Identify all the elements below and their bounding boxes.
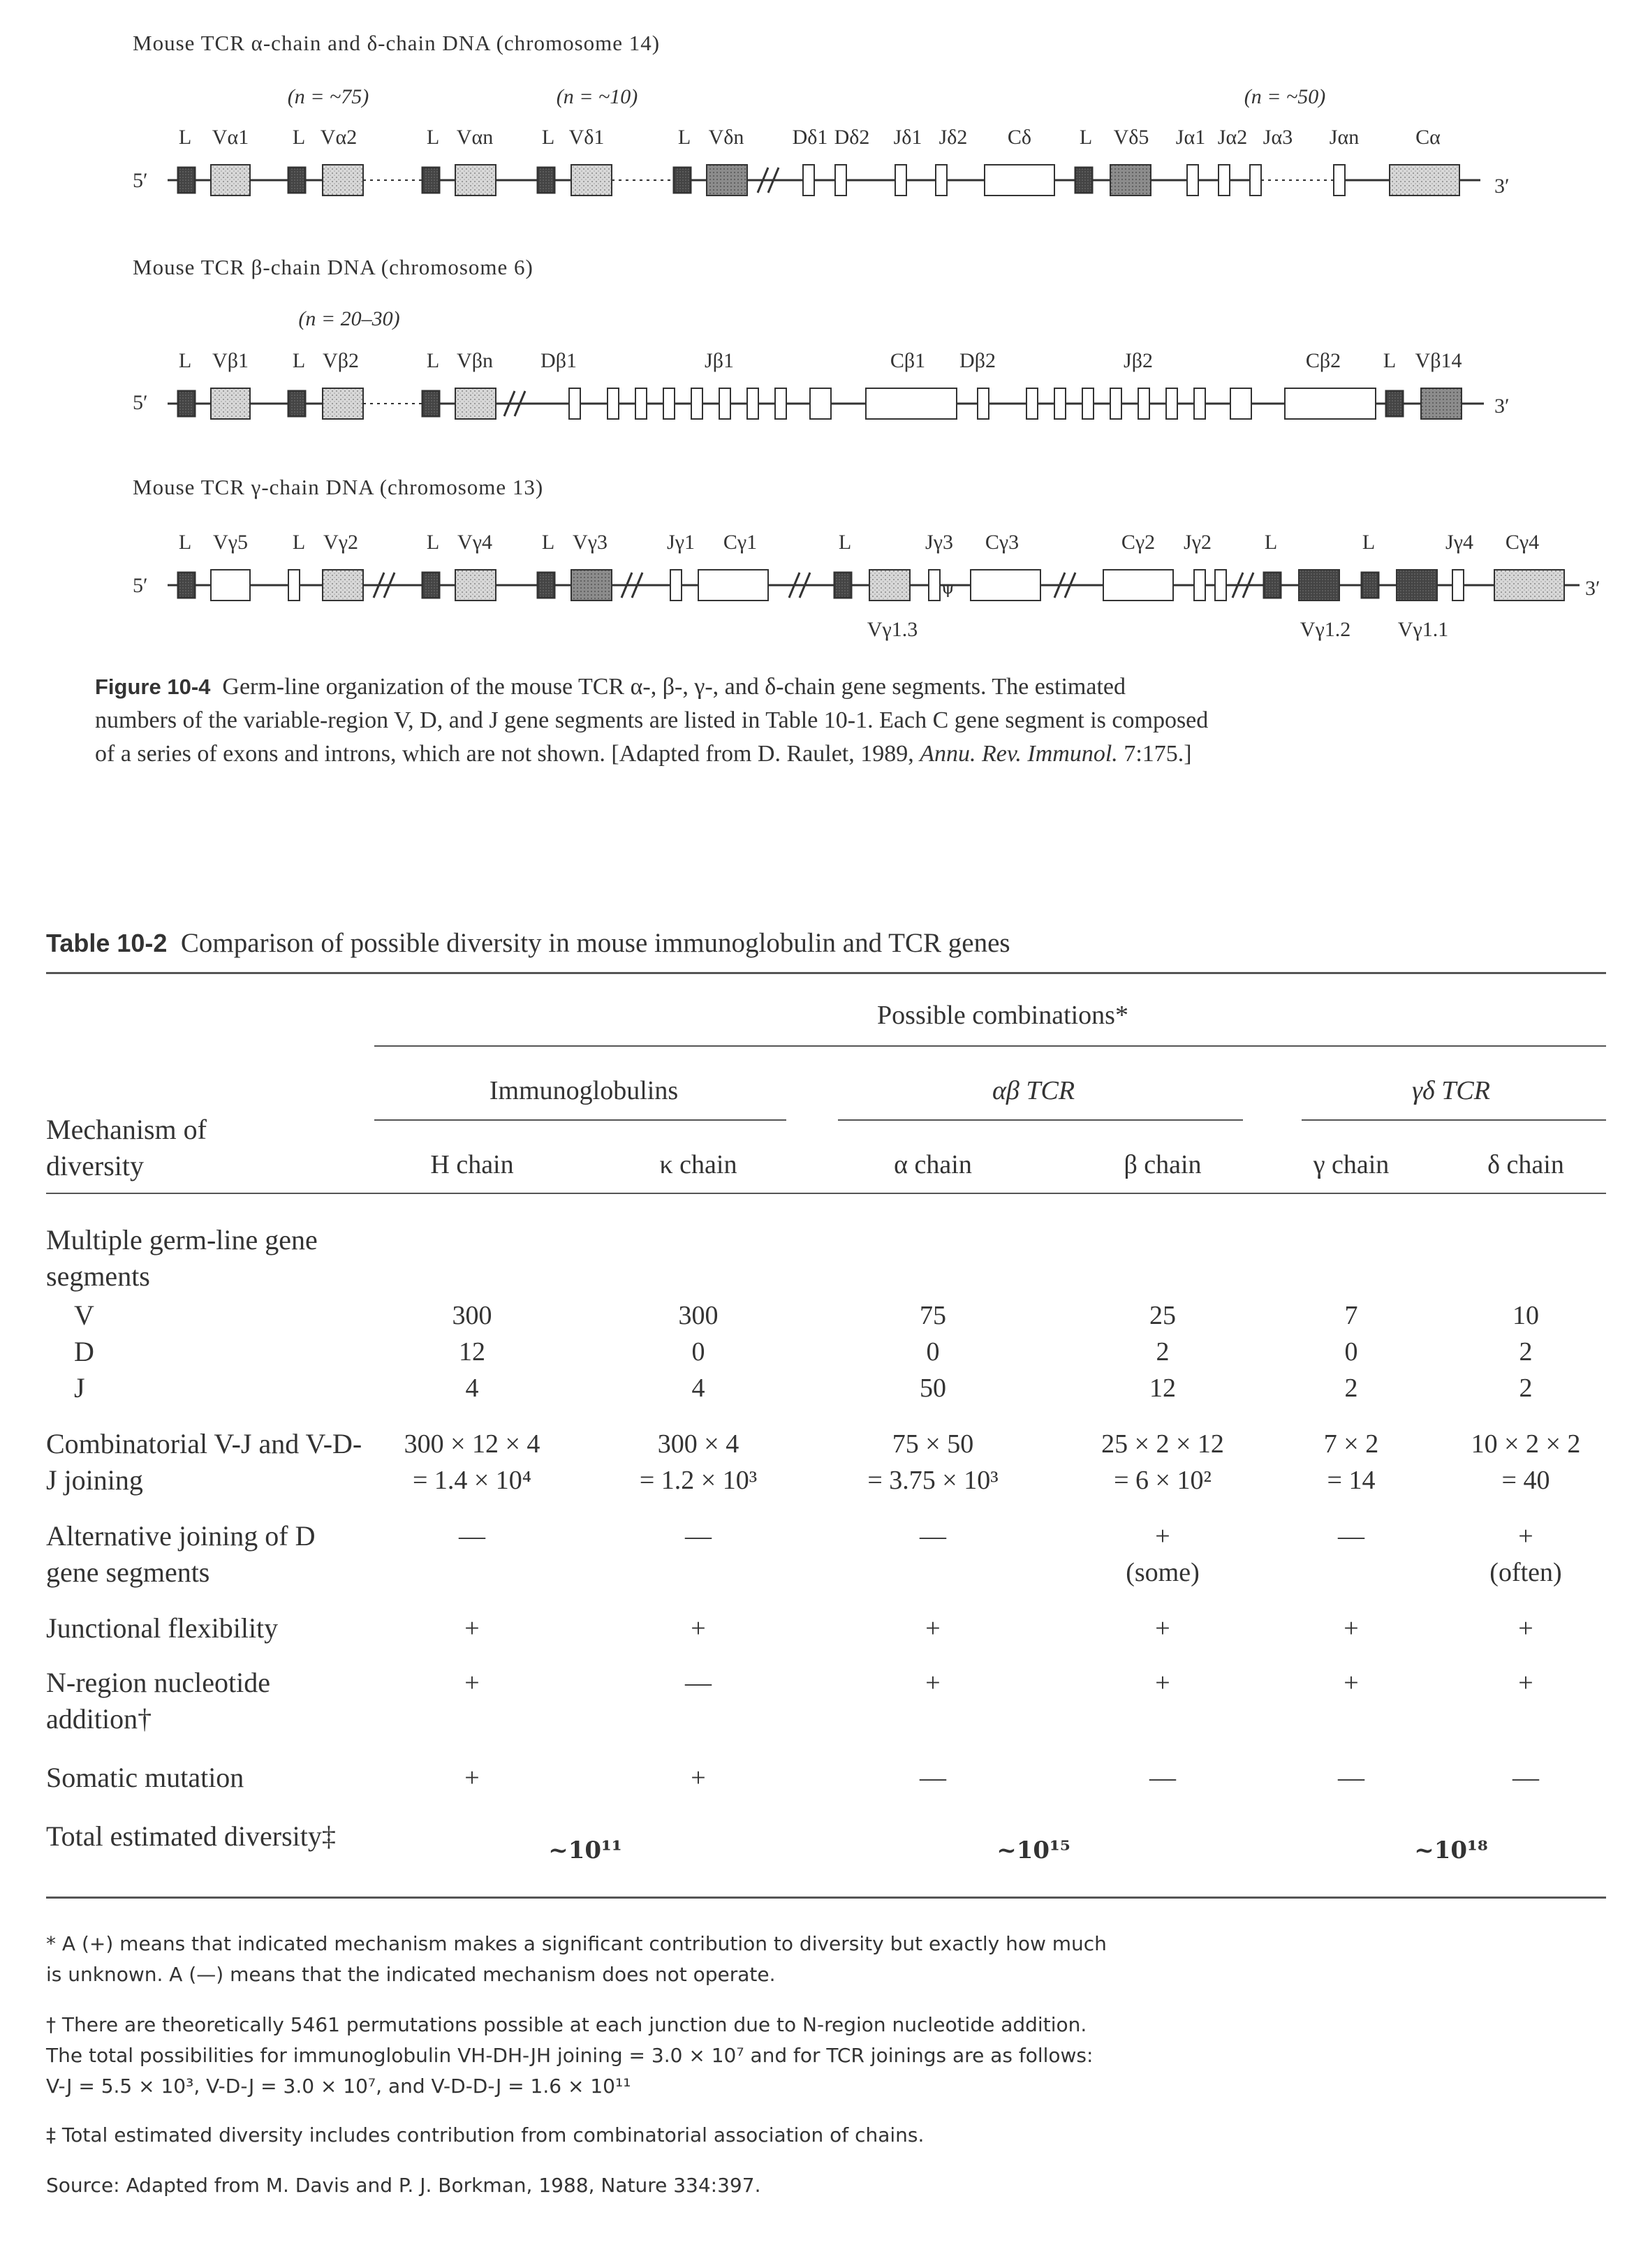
alpha-delta-map <box>168 165 1480 196</box>
table-cell: 12 <box>459 1337 485 1367</box>
table-cell: 10 × 2 × 2 = 40 <box>1471 1429 1581 1495</box>
table-cell: + <box>1155 1614 1170 1643</box>
row-label: Total estimated diversity‡ <box>46 1820 336 1852</box>
table-cell: + <box>925 1614 941 1643</box>
row-label: V <box>74 1299 94 1331</box>
caption-journal: Annu. Rev. Immunol. <box>920 741 1118 767</box>
table-cell: — <box>1338 1763 1364 1792</box>
seg-label: Jγ4 <box>1445 531 1473 554</box>
row-label: Combinatorial V-J and V-D-J joining <box>46 1428 362 1496</box>
seg-label: Jβ1 <box>705 349 734 372</box>
rule-spanner <box>374 1045 1606 1047</box>
seg-label: Jβ2 <box>1124 349 1153 372</box>
seg-label: L <box>1362 531 1376 554</box>
seg-label: L <box>292 126 306 149</box>
row-label: Multiple germ-line gene segments <box>46 1224 318 1292</box>
table-cell: + <box>1155 1668 1170 1698</box>
seg-label: Jδ1 <box>893 126 922 149</box>
seg-label: Cγ2 <box>1121 531 1156 554</box>
seg-label: Vα1 <box>212 126 249 149</box>
seg-label: Jδ2 <box>939 126 968 149</box>
row-label: N-region nucleotide addition† <box>46 1667 270 1735</box>
seg-label: Dβ1 <box>540 349 577 372</box>
table-cell: 4 <box>465 1374 479 1403</box>
table-cell: — <box>1149 1763 1176 1792</box>
seg-label: Jα3 <box>1263 126 1293 149</box>
seg-label: Cγ3 <box>985 531 1020 554</box>
seg-label: Cα <box>1415 126 1441 149</box>
table-cell: + (often) <box>1489 1522 1562 1587</box>
n-label-vbeta: (n = 20–30) <box>298 307 400 330</box>
table-cell: 75 × 50 = 3.75 × 10³ <box>867 1429 999 1495</box>
group-header-gd: γδ TCR <box>1412 1076 1490 1105</box>
gamma-title: Mouse TCR γ-chain DNA (chromosome 13) <box>133 475 544 499</box>
vgamma-sub-label: Vγ1.2 <box>1300 618 1351 641</box>
seg-label: Vβn <box>457 349 493 372</box>
table-cell: + <box>691 1763 706 1792</box>
seg-label: Vβ14 <box>1415 349 1462 372</box>
table-cell: + <box>1518 1668 1533 1698</box>
seg-label: Vα2 <box>320 126 358 149</box>
table-cell: 25 <box>1149 1301 1176 1330</box>
row-label: D <box>74 1336 94 1367</box>
table-cell: — <box>1512 1763 1539 1792</box>
n-label-jalpha: (n = ~50) <box>1244 85 1326 108</box>
seg-label: Cβ1 <box>890 349 926 372</box>
rule-group-gd <box>1302 1119 1606 1121</box>
beta-title: Mouse TCR β-chain DNA (chromosome 6) <box>133 255 533 279</box>
footnote: † There are theoretically 5461 permutations possible at each junction due to N-region nucleotide addition. The total possibilities for immunoglobulin VH-DH-JH joining = 3.0 × 10⁷ and for TCR joinings are as follows: V-J = 5.5 × 10³, V-D-J = 3.0 × 10⁷, and V-D-D-J = 1.6 × 10¹¹ <box>46 2013 1094 2098</box>
col-header: α chain <box>894 1150 972 1179</box>
seg-label: Vγ2 <box>323 531 358 554</box>
total-ab: ~10¹⁵ <box>996 1836 1070 1864</box>
seg-label: Vδ5 <box>1113 126 1149 149</box>
seg-label: L <box>1079 126 1093 149</box>
table-title <box>46 927 1010 959</box>
n-label-vdelta: (n = ~10) <box>556 85 638 108</box>
seg-label: L <box>1264 531 1278 554</box>
table-cell: 300 <box>452 1301 492 1330</box>
seg-label: Vγ4 <box>457 531 492 554</box>
rule-group-ab <box>838 1119 1243 1121</box>
psi-label: ψ <box>941 578 955 598</box>
table-cell: + <box>464 1763 480 1792</box>
table-cell: 4 <box>691 1374 705 1403</box>
seg-label: L <box>677 126 691 149</box>
caption-text: Germ-line organization of the mouse TCR α-, β-, γ-, and δ-chain gene segments. The estimated numbers of the variable-region V, D, and J gene segments are listed in Table 10-1. Each C gene segment is composed of a series of exons and introns, which are not shown. [Adapted from D. Raulet, 1989, <box>95 674 1209 767</box>
table-cell: + <box>1344 1614 1359 1643</box>
rule-group-ig <box>374 1119 786 1121</box>
n-label-valpha: (n = ~75) <box>287 85 369 108</box>
table-cell: 7 × 2 = 14 <box>1323 1429 1379 1495</box>
caption-tail: 7:175.] <box>1117 741 1192 767</box>
table-cell: 10 <box>1512 1301 1539 1330</box>
col-header: H chain <box>430 1150 514 1179</box>
total-gd: ~10¹⁸ <box>1414 1836 1488 1864</box>
table-cell: 300 × 4 = 1.2 × 10³ <box>639 1429 758 1495</box>
alpha-delta-title: Mouse TCR α-chain and δ-chain DNA (chromosome 14) <box>133 31 661 55</box>
rule-header <box>46 1193 1606 1194</box>
seg-label: L <box>541 126 555 149</box>
spanner-header: Possible combinations* <box>877 1001 1128 1030</box>
table-cell: + <box>464 1668 480 1698</box>
beta-map <box>168 388 1484 419</box>
seg-label: Dδ2 <box>834 126 870 149</box>
rule-bottom <box>46 1897 1606 1899</box>
vgamma-sub-label: Vγ1.1 <box>1397 618 1449 641</box>
footnote: ‡ Total estimated diversity includes contribution from combinatorial association of chains. <box>46 2123 925 2146</box>
row-label: Junctional flexibility <box>46 1612 279 1644</box>
rule-top <box>46 972 1606 974</box>
col-header: γ chain <box>1313 1150 1390 1179</box>
group-header-ig: Immunoglobulins <box>489 1076 679 1105</box>
col-header: κ chain <box>659 1150 737 1179</box>
five-prime-label: 5′ <box>133 169 148 192</box>
seg-label: Cγ1 <box>723 531 758 554</box>
row-label: J <box>74 1372 85 1404</box>
seg-label: L <box>426 349 440 372</box>
table-cell: — <box>685 1522 712 1551</box>
table-cell: 2 <box>1156 1337 1170 1367</box>
table-cell: 50 <box>920 1374 946 1403</box>
table-cell: — <box>920 1522 946 1551</box>
seg-label: L <box>292 349 306 372</box>
gamma-map <box>168 570 1580 601</box>
table-cell: — <box>920 1763 946 1792</box>
seg-label: Vβ2 <box>323 349 359 372</box>
seg-label: Jγ3 <box>925 531 953 554</box>
five-prime-label: 5′ <box>133 574 148 597</box>
table-cell: + (some) <box>1126 1522 1200 1587</box>
seg-label: L <box>838 531 852 554</box>
seg-label: Jα1 <box>1175 126 1206 149</box>
gene-maps <box>0 0 1634 698</box>
table-cell: 25 × 2 × 12 = 6 × 10² <box>1101 1429 1224 1495</box>
table-cell: 2 <box>1519 1374 1533 1403</box>
table-cell: + <box>464 1614 480 1643</box>
footnote: Source: Adapted from M. Davis and P. J. Borkman, 1988, Nature 334:397. <box>46 2174 761 2197</box>
seg-label: L <box>178 126 192 149</box>
seg-label: Cδ <box>1007 126 1032 149</box>
table-title-text: Comparison of possible diversity in mouse immunoglobulin and TCR genes <box>180 928 1010 958</box>
table-cell: 2 <box>1344 1374 1358 1403</box>
col-header: β chain <box>1124 1150 1202 1179</box>
table-cell: + <box>925 1668 941 1698</box>
three-prime-label: 3′ <box>1585 577 1600 600</box>
seg-label: L <box>292 531 306 554</box>
table-cell: 2 <box>1519 1337 1533 1367</box>
seg-label: Jα2 <box>1217 126 1248 149</box>
row-label: Somatic mutation <box>46 1762 244 1793</box>
seg-label: Cγ4 <box>1505 531 1540 554</box>
seg-label: L <box>178 531 192 554</box>
table-cell: 300 × 12 × 4 = 1.4 × 10⁴ <box>404 1429 540 1495</box>
seg-label: Vβ1 <box>212 349 249 372</box>
seg-label: Vδn <box>708 126 744 149</box>
mechanism-header: Mechanism of diversity <box>46 1114 207 1181</box>
table-cell: — <box>685 1668 712 1698</box>
three-prime-label: 3′ <box>1494 175 1510 198</box>
table-cell: 0 <box>926 1337 940 1367</box>
row-label: Alternative joining of D gene segments <box>46 1520 316 1588</box>
group-header-ab: αβ TCR <box>992 1076 1075 1105</box>
vgamma-sub-label: Vγ1.3 <box>867 618 918 641</box>
seg-label: Vαn <box>456 126 494 149</box>
table-cell: — <box>459 1522 485 1551</box>
seg-label: Vδ1 <box>568 126 605 149</box>
col-header: δ chain <box>1487 1150 1564 1179</box>
seg-label: L <box>178 349 192 372</box>
table-cell: 7 <box>1344 1301 1358 1330</box>
table-label: Table 10-2 <box>46 929 168 957</box>
table-cell: 75 <box>920 1301 946 1330</box>
seg-label: Dδ1 <box>792 126 828 149</box>
three-prime-label: 3′ <box>1494 395 1510 418</box>
seg-label: L <box>426 126 440 149</box>
table-cell: 0 <box>691 1337 705 1367</box>
caption-label: Figure 10-4 <box>95 675 211 699</box>
table-cell: 300 <box>678 1301 719 1330</box>
five-prime-label: 5′ <box>133 391 148 414</box>
seg-label: Cβ2 <box>1305 349 1341 372</box>
seg-label: L <box>541 531 555 554</box>
total-ig: ~10¹¹ <box>548 1836 622 1864</box>
seg-label: Jγ2 <box>1184 531 1212 554</box>
seg-label: L <box>1383 349 1397 372</box>
table-cell: 0 <box>1344 1337 1358 1367</box>
seg-label: Jαn <box>1329 126 1360 149</box>
table-cell: + <box>1344 1668 1359 1698</box>
figure-caption <box>95 670 1212 771</box>
table-cell: + <box>691 1614 706 1643</box>
seg-label: L <box>426 531 440 554</box>
seg-label: Vγ5 <box>213 531 248 554</box>
table-cell: — <box>1338 1522 1364 1551</box>
table-cell: + <box>1518 1614 1533 1643</box>
footnote: * A (+) means that indicated mechanism makes a significant contribution to diversity but exactly how much is unknown. A (—) means that the indicated mechanism does not operate. <box>46 1932 1107 1986</box>
seg-label: Jγ1 <box>667 531 695 554</box>
seg-label: Dβ2 <box>959 349 996 372</box>
seg-label: Vγ3 <box>573 531 608 554</box>
table-cell: 12 <box>1149 1374 1176 1403</box>
